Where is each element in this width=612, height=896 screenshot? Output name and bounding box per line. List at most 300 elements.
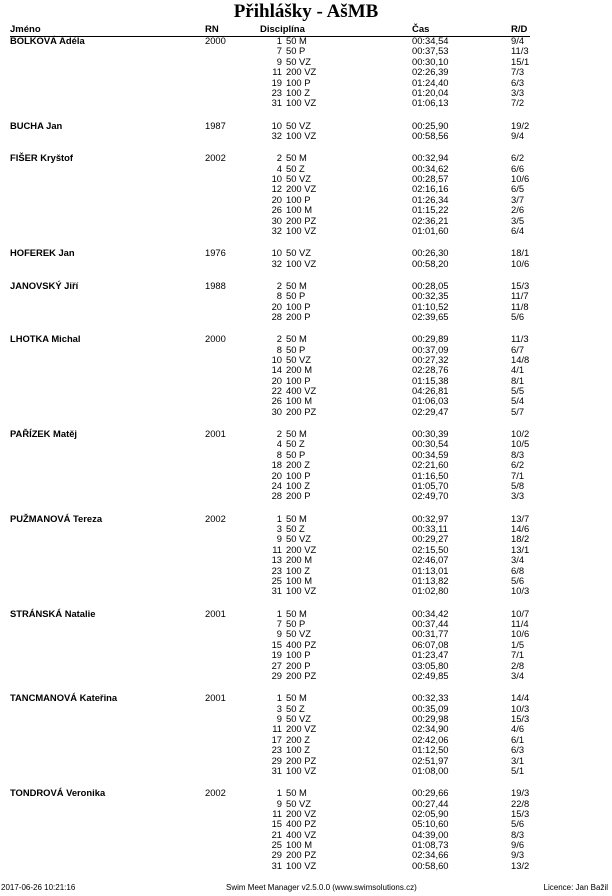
swimmer-block (10, 121, 570, 142)
heat-lane: 5/6 (511, 575, 525, 586)
heat-lane: 13/2 (511, 860, 530, 871)
entry-time: 00:37,53 (412, 45, 449, 57)
swimmer-name: TONDROVÁ Veronika (10, 787, 106, 799)
event-discipline: 100 VZ (286, 257, 317, 269)
event-row (10, 67, 570, 77)
entry-time: 00:25,90 (412, 119, 449, 131)
heat-lane: 9/6 (511, 840, 525, 851)
event-row (10, 226, 570, 236)
event-discipline: 400 VZ (286, 385, 317, 397)
event-discipline: 200 M (286, 554, 313, 566)
swimmer-name: FIŠER Kryštof (10, 152, 74, 164)
birth-year: 2000 (205, 35, 226, 46)
entry-time: 02:26,39 (412, 66, 449, 78)
heat-lane: 6/3 (511, 77, 525, 88)
heat-lane: 14/8 (511, 354, 530, 365)
heat-lane: 15/1 (511, 56, 530, 67)
entry-time: 00:30,10 (412, 55, 449, 67)
event-row (10, 259, 570, 269)
entry-time: 01:13,82 (412, 574, 449, 586)
swimmer-name: JANOVSKÝ Jiří (10, 279, 79, 291)
birth-year: 2001 (205, 428, 226, 440)
heat-lane: 5/6 (511, 819, 525, 830)
heat-lane: 3/1 (511, 755, 525, 766)
event-number: 2 (276, 333, 282, 345)
birth-year: 1988 (205, 279, 226, 291)
event-discipline: 100 VZ (286, 224, 317, 236)
entry-time: 00:29,89 (412, 333, 449, 345)
event-row (10, 312, 570, 322)
event-discipline: 200 Z (286, 459, 310, 471)
event-discipline: 200 PZ (286, 405, 317, 417)
event-number: 8 (276, 290, 282, 302)
heat-lane: 6/7 (511, 344, 525, 355)
entry-time: 01:16,50 (412, 469, 449, 481)
event-discipline: 100 Z (286, 480, 310, 492)
entry-time: 02:05,90 (412, 807, 449, 819)
footer-license: Licence: Jan Bažil (543, 883, 608, 892)
heat-lane: 11/3 (511, 334, 529, 345)
entry-time: 01:08,00 (412, 764, 449, 776)
swimmer-spacer (10, 109, 570, 121)
event-number: 29 (271, 669, 282, 681)
event-discipline: 50 VZ (286, 712, 312, 724)
heat-lane: 3/7 (511, 194, 525, 205)
entry-time: 02:15,50 (412, 543, 449, 555)
event-row (10, 153, 570, 163)
event-number: 19 (271, 76, 282, 88)
event-discipline: 50 P (286, 448, 306, 460)
event-discipline: 100 M (286, 204, 313, 216)
heat-lane: 18/2 (511, 534, 530, 545)
entry-time: 02:34,90 (412, 723, 449, 735)
event-discipline: 50 VZ (286, 797, 312, 809)
entry-time: 02:42,06 (412, 733, 449, 745)
event-discipline: 200 P (286, 659, 311, 671)
event-number: 15 (271, 638, 282, 650)
event-discipline: 50 M (286, 152, 307, 164)
entry-time: 01:08,73 (412, 839, 449, 851)
entry-time: 00:30,39 (412, 428, 449, 440)
event-number: 4 (276, 162, 282, 174)
event-number: 20 (271, 300, 282, 312)
event-number: 20 (271, 469, 282, 481)
header-name: Jméno (10, 24, 41, 35)
event-number: 10 (271, 172, 282, 184)
event-discipline: 50 Z (286, 523, 305, 535)
event-number: 30 (271, 405, 282, 417)
heat-lane: 5/8 (511, 481, 525, 492)
event-number: 29 (271, 754, 282, 766)
entry-time: 00:58,20 (412, 257, 449, 269)
birth-year: 2002 (205, 787, 226, 799)
heat-lane: 5/5 (511, 386, 525, 397)
entry-time: 01:06,03 (412, 395, 449, 407)
event-discipline: 50 VZ (286, 119, 312, 131)
event-number: 9 (276, 533, 282, 545)
event-discipline: 50 M (286, 787, 307, 799)
event-number: 14 (271, 364, 282, 376)
entry-time: 01:12,50 (412, 744, 449, 756)
heat-lane: 8/3 (511, 449, 525, 460)
swimmer-block (10, 429, 570, 502)
event-discipline: 200 PZ (286, 214, 317, 226)
event-discipline: 200 PZ (286, 754, 317, 766)
heat-lane: 15/3 (511, 713, 530, 724)
event-discipline: 200 PZ (286, 669, 317, 681)
entry-time: 05:10,60 (412, 818, 449, 830)
entry-time: 00:29,66 (412, 787, 449, 799)
heat-lane: 10/6 (511, 629, 530, 640)
event-number: 23 (271, 564, 282, 576)
entry-time: 00:34,42 (412, 607, 449, 619)
swimmer-spacer (10, 269, 570, 281)
event-discipline: 200 VZ (286, 183, 317, 195)
event-number: 8 (276, 343, 282, 355)
entry-time: 00:58,56 (412, 129, 449, 141)
event-number: 11 (272, 66, 282, 78)
heat-lane: 5/7 (511, 406, 525, 417)
event-number: 2 (276, 152, 282, 164)
event-number: 1 (276, 607, 282, 619)
swimmer-name: BUCHA Jan (10, 119, 63, 131)
event-discipline: 50 P (286, 290, 306, 302)
event-row (10, 407, 570, 417)
event-number: 10 (271, 247, 282, 259)
entry-time: 01:02,80 (412, 585, 449, 597)
event-discipline: 50 VZ (286, 247, 312, 259)
entry-time: 02:28,76 (412, 364, 449, 376)
footer-timestamp: 2017-06-26 10:21:16 (1, 883, 76, 892)
event-discipline: 200 VZ (286, 543, 317, 555)
heat-lane: 19/3 (511, 788, 530, 799)
event-number: 11 (272, 543, 282, 555)
heat-lane: 19/2 (511, 120, 530, 131)
event-number: 2 (276, 279, 282, 291)
entry-time: 04:39,00 (412, 828, 449, 840)
event-number: 3 (276, 523, 282, 535)
event-number: 9 (276, 712, 282, 724)
heat-lane: 11/7 (511, 291, 529, 302)
event-discipline: 100 M (286, 395, 313, 407)
entry-time: 01:20,04 (412, 86, 449, 98)
event-number: 9 (276, 797, 282, 809)
swimmer-name: TANCMANOVÁ Kateřina (10, 692, 118, 704)
event-number: 8 (276, 448, 282, 460)
event-discipline: 100 Z (286, 744, 310, 756)
entry-time: 00:29,98 (412, 712, 449, 724)
header-discipline: Disciplína (260, 24, 305, 35)
event-discipline: 200 VZ (286, 66, 317, 78)
heat-lane: 5/4 (511, 396, 525, 407)
event-discipline: 100 P (286, 649, 311, 661)
swimmer-name: STRÁNSKÁ Natalie (10, 607, 96, 619)
event-number: 1 (276, 692, 282, 704)
entry-time: 01:01,60 (412, 224, 449, 236)
entry-time: 00:37,09 (412, 343, 449, 355)
entry-time: 02:21,60 (412, 459, 449, 471)
event-number: 21 (271, 828, 282, 840)
entry-time: 01:24,40 (412, 76, 449, 88)
entry-time: 02:34,66 (412, 849, 449, 861)
event-discipline: 200 Z (286, 733, 310, 745)
heat-lane: 3/5 (511, 215, 525, 226)
event-number: 30 (271, 214, 282, 226)
event-number: 25 (271, 839, 282, 851)
event-number: 9 (276, 55, 282, 67)
event-discipline: 100 Z (286, 564, 310, 576)
entry-time: 01:13,01 (412, 564, 449, 576)
event-discipline: 100 P (286, 374, 311, 386)
event-number: 4 (276, 438, 282, 450)
heat-lane: 9/3 (511, 850, 525, 861)
heat-lane: 6/4 (511, 225, 525, 236)
entry-time: 02:29,47 (412, 405, 449, 417)
heat-lane: 14/4 (511, 693, 530, 704)
header-rn: RN (205, 24, 219, 35)
event-discipline: 50 M (286, 607, 307, 619)
entry-time: 01:10,52 (412, 300, 449, 312)
footer-software: Swim Meet Manager v2.5.0.0 (www.swimsolutions.cz) (226, 883, 417, 892)
heat-lane: 18/1 (511, 248, 530, 259)
entry-time: 02:46,07 (412, 554, 449, 566)
swimmer-block (10, 693, 570, 776)
heat-lane: 5/1 (511, 765, 525, 776)
header-time: Čas (412, 24, 430, 35)
event-number: 11 (272, 807, 282, 819)
event-number: 31 (271, 859, 282, 871)
entry-time: 00:28,57 (412, 172, 449, 184)
entry-time: 01:23,47 (412, 649, 449, 661)
swimmer-name: HOFEREK Jan (10, 247, 75, 259)
heat-lane: 14/6 (511, 524, 530, 535)
event-number: 26 (271, 395, 282, 407)
heat-lane: 13/7 (511, 513, 530, 524)
entry-time: 00:34,62 (412, 162, 449, 174)
event-number: 20 (271, 374, 282, 386)
event-discipline: 100 P (286, 193, 311, 205)
heat-lane: 6/2 (511, 460, 525, 471)
entry-time: 02:51,97 (412, 754, 449, 766)
event-discipline: 50 VZ (286, 353, 312, 365)
event-number: 3 (276, 702, 282, 714)
heat-lane: 6/5 (511, 184, 525, 195)
heat-lane: 8/3 (511, 829, 525, 840)
event-number: 7 (276, 45, 282, 57)
heat-lane: 6/8 (511, 565, 525, 576)
entry-time: 02:36,21 (412, 214, 449, 226)
event-discipline: 100 M (286, 839, 313, 851)
heat-lane: 6/1 (511, 734, 525, 745)
event-number: 18 (271, 459, 282, 471)
event-row (10, 766, 570, 776)
event-row (10, 131, 570, 141)
heat-lane: 10/2 (511, 429, 530, 440)
entry-time: 04:26,81 (412, 385, 449, 397)
heat-lane: 1/5 (511, 639, 525, 650)
heat-lane: 8/1 (511, 375, 525, 386)
heat-lane: 7/1 (511, 470, 525, 481)
entry-time: 01:15,22 (412, 204, 449, 216)
event-number: 1 (276, 512, 282, 524)
event-discipline: 400 PZ (286, 638, 317, 650)
birth-year: 1976 (205, 247, 226, 259)
event-number: 29 (271, 849, 282, 861)
event-row (10, 586, 570, 596)
swimmer-block (10, 334, 570, 417)
entry-time: 00:35,09 (412, 702, 449, 714)
event-number: 1 (276, 35, 282, 46)
heat-lane: 6/3 (511, 745, 525, 756)
swimmer-name: PAŘÍZEK Matěj (10, 428, 78, 440)
heat-lane: 4/6 (511, 724, 525, 735)
entries-list (10, 36, 570, 872)
entry-time: 00:27,44 (412, 797, 449, 809)
swimmer-name: BOLKOVÁ Adéla (10, 35, 85, 46)
event-discipline: 50 Z (286, 162, 305, 174)
entry-time: 00:28,05 (412, 279, 449, 291)
heat-lane: 7/1 (511, 650, 525, 661)
event-discipline: 50 P (286, 617, 306, 629)
heat-lane: 6/2 (511, 153, 525, 164)
event-row (10, 650, 570, 660)
heat-lane: 15/3 (511, 280, 530, 291)
swimmer-block (10, 281, 570, 323)
entry-time: 00:26,30 (412, 247, 449, 259)
heat-lane: 7/3 (511, 67, 525, 78)
entry-time: 03:05,80 (412, 659, 449, 671)
event-number: 13 (271, 554, 282, 566)
heat-lane: 9/4 (511, 36, 525, 46)
event-discipline: 50 M (286, 35, 307, 46)
event-discipline: 50 P (286, 45, 306, 57)
event-discipline: 400 PZ (286, 818, 317, 830)
event-discipline: 50 M (286, 512, 307, 524)
entry-time: 00:32,97 (412, 512, 449, 524)
heat-lane: 2/6 (511, 205, 525, 216)
event-discipline: 50 P (286, 343, 306, 355)
heat-lane: 10/3 (511, 703, 530, 714)
heat-lane: 3/4 (511, 670, 525, 681)
event-row (10, 788, 570, 798)
heat-lane: 10/5 (511, 439, 530, 450)
event-discipline: 50 Z (286, 702, 305, 714)
event-number: 9 (276, 628, 282, 640)
event-number: 31 (271, 585, 282, 597)
event-row (10, 745, 570, 755)
event-row (10, 291, 570, 301)
event-discipline: 50 VZ (286, 628, 312, 640)
event-discipline: 100 VZ (286, 764, 317, 776)
heat-lane: 2/8 (511, 660, 525, 671)
event-row (10, 693, 570, 703)
event-discipline: 50 M (286, 333, 307, 345)
header-rd: R/D (511, 24, 528, 35)
event-number: 31 (271, 97, 282, 109)
entry-time: 01:15,38 (412, 374, 449, 386)
event-number: 24 (271, 480, 282, 492)
heat-lane: 22/8 (511, 798, 530, 809)
birth-year: 2002 (205, 152, 226, 164)
swimmer-block (10, 514, 570, 597)
heat-lane: 10/6 (511, 173, 530, 184)
event-number: 17 (271, 733, 282, 745)
event-discipline: 200 PZ (286, 849, 317, 861)
heat-lane: 11/4 (511, 618, 529, 629)
heat-lane: 3/3 (511, 491, 525, 502)
heat-lane: 9/4 (511, 130, 525, 141)
entry-time: 02:49,85 (412, 669, 449, 681)
event-discipline: 100 VZ (286, 585, 317, 597)
event-number: 1 (276, 787, 282, 799)
event-number: 2 (276, 428, 282, 440)
entry-time: 02:39,65 (412, 310, 449, 322)
event-row (10, 861, 570, 871)
event-discipline: 100 Z (286, 86, 310, 98)
entry-time: 02:49,70 (412, 490, 449, 502)
event-discipline: 200 VZ (286, 807, 317, 819)
event-discipline: 50 VZ (286, 55, 312, 67)
entry-time: 00:31,77 (412, 628, 449, 640)
event-discipline: 200 P (286, 310, 311, 322)
heat-lane: 10/3 (511, 586, 530, 597)
event-row (10, 205, 570, 215)
event-number: 28 (271, 490, 282, 502)
event-discipline: 50 VZ (286, 172, 312, 184)
heat-lane: 11/3 (511, 46, 529, 57)
heat-lane: 3/4 (511, 555, 525, 566)
heat-lane: 5/6 (511, 311, 525, 322)
event-number: 32 (271, 129, 282, 141)
entry-time: 01:26,34 (412, 193, 449, 205)
heat-lane: 4/1 (511, 365, 525, 376)
event-number: 20 (271, 193, 282, 205)
event-discipline: 100 P (286, 76, 311, 88)
event-number: 10 (271, 353, 282, 365)
event-number: 11 (272, 723, 282, 735)
event-number: 31 (271, 764, 282, 776)
event-discipline: 50 M (286, 279, 307, 291)
swimmer-name: LHOTKA Michal (10, 333, 81, 345)
heat-lane: 13/1 (511, 544, 530, 555)
entry-time: 06:07,08 (412, 638, 449, 650)
entry-time: 00:33,11 (412, 523, 448, 535)
event-discipline: 200 P (286, 490, 311, 502)
entry-time: 00:32,94 (412, 152, 449, 164)
entry-time: 00:34,59 (412, 448, 449, 460)
entry-time: 00:58,60 (412, 859, 449, 871)
event-discipline: 50 M (286, 428, 307, 440)
entry-time: 00:32,35 (412, 290, 449, 302)
heat-lane: 3/3 (511, 87, 525, 98)
entry-time: 01:06,13 (412, 97, 449, 109)
entry-time: 00:37,44 (412, 617, 449, 629)
heat-lane: 6/6 (511, 163, 525, 174)
event-discipline: 50 Z (286, 438, 305, 450)
entry-time: 01:05,70 (412, 480, 449, 492)
event-discipline: 100 VZ (286, 859, 317, 871)
birth-year: 2000 (205, 333, 226, 345)
birth-year: 2002 (205, 512, 226, 524)
event-number: 12 (271, 183, 282, 195)
event-number: 32 (271, 257, 282, 269)
swimmer-spacer (10, 502, 570, 514)
swimmer-block (10, 248, 570, 269)
event-row (10, 98, 570, 108)
entry-time: 02:16,16 (412, 183, 449, 195)
swimmer-block (10, 36, 570, 109)
event-discipline: 200 M (286, 364, 313, 376)
